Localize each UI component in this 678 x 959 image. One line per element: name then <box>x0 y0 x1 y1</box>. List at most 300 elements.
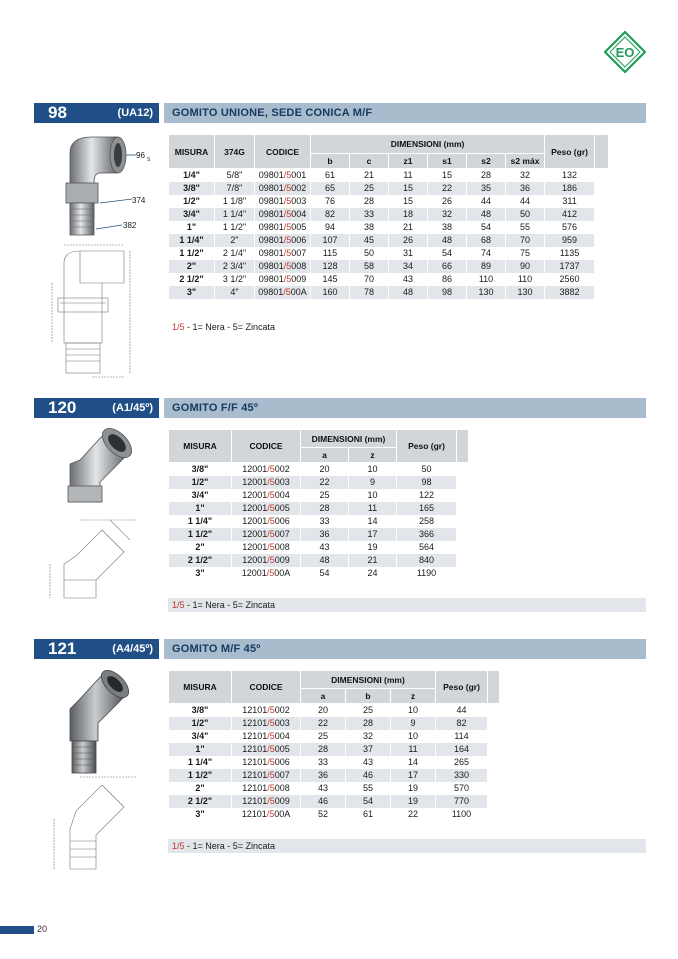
cell-weight: 265 <box>436 756 488 769</box>
cell-dim: 48 <box>428 234 467 247</box>
cell-dim: 26 <box>389 234 428 247</box>
cell-374g: 2 3/4" <box>215 260 255 273</box>
code-separator: / <box>267 516 270 526</box>
cell-code <box>255 195 311 208</box>
code-prefix: 12101 <box>242 718 268 728</box>
cell-size: 3/8" <box>169 463 232 477</box>
cell-size: 1 1/4" <box>169 756 232 769</box>
cell-dim: 54 <box>346 795 391 808</box>
col-header-misura: MISURA <box>169 430 232 463</box>
cell-dim: 89 <box>467 260 506 273</box>
cell-dim: 54 <box>301 567 349 580</box>
code-separator: / <box>267 744 270 754</box>
code-separator: / <box>267 490 270 500</box>
cell-weight: 165 <box>397 502 457 515</box>
cell-blank <box>488 769 500 782</box>
cell-dim: 46 <box>301 795 346 808</box>
footer-bar <box>0 926 34 934</box>
cell-code <box>232 515 301 528</box>
cell-374g: 7/8" <box>215 182 255 195</box>
cell-code <box>232 554 301 567</box>
code-prefix: 12101 <box>242 731 268 741</box>
table-row <box>169 808 500 821</box>
cell-dim: 110 <box>506 273 545 286</box>
product-number-box <box>34 103 159 123</box>
cell-dim: 52 <box>301 808 346 821</box>
code-separator: / <box>267 477 270 487</box>
cell-dim: 22 <box>391 808 436 821</box>
code-suffix: 5008 <box>286 261 307 271</box>
col-header-codice: CODICE <box>255 135 311 169</box>
code-prefix: 09801 <box>258 196 284 206</box>
cell-weight: 3882 <box>545 286 595 299</box>
cell-dim: 45 <box>350 234 389 247</box>
code-suffix: 5005 <box>269 503 290 513</box>
cell-weight: 576 <box>545 221 595 234</box>
cell-dim: 26 <box>428 195 467 208</box>
code-separator: / <box>267 757 270 767</box>
cell-code <box>232 541 301 554</box>
cell-size: 2" <box>169 541 232 554</box>
cell-dim: 54 <box>467 221 506 234</box>
cell-weight: 330 <box>436 769 488 782</box>
elbow-45-ff-figure <box>40 424 160 604</box>
table-row <box>169 476 469 489</box>
cell-size: 1/2" <box>169 717 232 730</box>
code-separator: / <box>267 718 270 728</box>
code-suffix: 5004 <box>269 731 290 741</box>
cell-blank <box>457 528 469 541</box>
cell-code <box>232 730 301 743</box>
code-suffix: 5007 <box>269 529 290 539</box>
cell-dim: 75 <box>506 247 545 260</box>
cell-blank <box>488 743 500 756</box>
code-separator: / <box>267 529 270 539</box>
cell-code <box>255 221 311 234</box>
code-suffix: 5002 <box>269 464 290 474</box>
table-row <box>169 704 500 718</box>
product-title-bar <box>164 398 646 418</box>
cell-dim: 17 <box>391 769 436 782</box>
col-header-misura: MISURA <box>169 671 232 704</box>
table-row <box>169 554 469 567</box>
cell-size: 3" <box>169 286 215 299</box>
cell-code <box>255 169 311 183</box>
col-header-blank <box>488 671 500 704</box>
cell-weight: 82 <box>436 717 488 730</box>
cell-size: 2" <box>169 260 215 273</box>
cell-code <box>255 273 311 286</box>
code-separator: / <box>283 235 287 245</box>
cell-size: 1 1/4" <box>169 234 215 247</box>
cell-dim: 34 <box>389 260 428 273</box>
cell-dim: 70 <box>350 273 389 286</box>
cell-dim: 50 <box>350 247 389 260</box>
code-suffix: 500A <box>269 809 291 819</box>
code-suffix: 5007 <box>286 248 307 258</box>
cell-size: 1/2" <box>169 476 232 489</box>
note-text: - 1= Nera - 5= Zincata <box>184 841 276 851</box>
cell-dim: 46 <box>346 769 391 782</box>
cell-dim: 20 <box>301 704 346 718</box>
cell-dim: 14 <box>349 515 397 528</box>
section-header <box>34 103 646 123</box>
cell-dim: 61 <box>346 808 391 821</box>
cell-code <box>232 795 301 808</box>
cell-size: 1" <box>169 502 232 515</box>
product-title: GOMITO F/F 45º <box>172 402 259 414</box>
code-suffix: 5005 <box>286 222 307 232</box>
code-prefix: 09801 <box>258 287 284 297</box>
code-suffix: 5007 <box>269 770 290 780</box>
cell-weight: 164 <box>436 743 488 756</box>
cell-dim: 82 <box>311 208 350 221</box>
table-row <box>169 234 609 247</box>
spec-table-98 <box>168 134 609 299</box>
cell-dim: 28 <box>346 717 391 730</box>
cell-dim: 33 <box>301 515 349 528</box>
cell-blank <box>595 208 609 221</box>
cell-dim: 15 <box>389 195 428 208</box>
cell-dim: 94 <box>311 221 350 234</box>
cell-dim: 31 <box>389 247 428 260</box>
col-header-blank <box>457 430 469 463</box>
product-code: (A1/45º) <box>112 402 153 414</box>
cell-dim: 21 <box>349 554 397 567</box>
cell-code <box>232 782 301 795</box>
code-suffix: 5006 <box>269 516 290 526</box>
cell-dim: 36 <box>506 182 545 195</box>
cell-blank <box>457 476 469 489</box>
cell-size: 2 1/2" <box>169 795 232 808</box>
cell-blank <box>488 795 500 808</box>
table-row <box>169 528 469 541</box>
code-suffix: 5005 <box>269 744 290 754</box>
cell-blank <box>595 221 609 234</box>
logo-text: EO <box>615 45 635 60</box>
cell-blank <box>488 756 500 769</box>
code-separator: / <box>266 568 270 578</box>
table-row <box>169 260 609 273</box>
cell-code <box>232 476 301 489</box>
table-row <box>169 273 609 286</box>
code-prefix: 12001 <box>241 568 267 578</box>
cell-blank <box>457 502 469 515</box>
cell-weight: 570 <box>436 782 488 795</box>
cell-code <box>232 502 301 515</box>
note-code: 1/5 <box>172 600 185 610</box>
code-suffix: 5008 <box>269 783 290 793</box>
product-title: GOMITO UNIONE, SEDE CONICA M/F <box>172 107 373 119</box>
code-separator: / <box>267 783 270 793</box>
cell-blank <box>457 515 469 528</box>
cell-dim: 48 <box>301 554 349 567</box>
code-suffix: 5002 <box>269 705 290 715</box>
cell-dim: 11 <box>349 502 397 515</box>
cell-dim: 9 <box>391 717 436 730</box>
cell-dim: 32 <box>346 730 391 743</box>
cell-weight: 1135 <box>545 247 595 260</box>
cell-size: 1 1/4" <box>169 515 232 528</box>
code-prefix: 09801 <box>258 209 284 219</box>
table-row <box>169 247 609 260</box>
elbow-45-ff-photo <box>68 424 137 502</box>
code-separator: / <box>267 542 270 552</box>
col-header-s1: s1 <box>428 154 467 169</box>
table-row <box>169 502 469 515</box>
cell-dim: 86 <box>428 273 467 286</box>
cell-code <box>255 234 311 247</box>
spec-table-120 <box>168 429 469 580</box>
cell-weight: 1100 <box>436 808 488 821</box>
cell-dim: 76 <box>311 195 350 208</box>
cell-dim: 160 <box>311 286 350 299</box>
code-prefix: 09801 <box>258 183 284 193</box>
cell-374g: 5/8" <box>215 169 255 183</box>
cell-blank <box>488 704 500 718</box>
cell-dim: 22 <box>428 182 467 195</box>
code-suffix: 5009 <box>269 555 290 565</box>
cell-dim: 90 <box>506 260 545 273</box>
cell-dim: 28 <box>301 743 346 756</box>
cell-374g: 3 1/2" <box>215 273 255 286</box>
cell-size: 1" <box>169 221 215 234</box>
table-row <box>169 182 609 195</box>
code-separator: / <box>283 183 287 193</box>
table-row <box>169 463 469 477</box>
code-prefix: 12001 <box>242 516 268 526</box>
cell-374g: 4" <box>215 286 255 299</box>
code-separator: / <box>267 731 270 741</box>
cell-blank <box>595 260 609 273</box>
code-separator: / <box>283 222 287 232</box>
product-code: (UA12) <box>117 107 153 119</box>
code-prefix: 12101 <box>242 744 268 754</box>
cell-dim: 128 <box>311 260 350 273</box>
elbow-45-mf-photo <box>70 669 133 773</box>
cell-374g: 1 1/2" <box>215 221 255 234</box>
cell-dim: 43 <box>389 273 428 286</box>
cell-dim: 28 <box>301 502 349 515</box>
cell-size: 3/8" <box>169 704 232 718</box>
product-title-bar <box>164 639 646 659</box>
cell-weight: 186 <box>545 182 595 195</box>
callout-96: 96 <box>136 151 145 160</box>
cell-blank <box>595 286 609 299</box>
union-elbow-figure <box>40 133 160 393</box>
cell-dim: 28 <box>467 169 506 183</box>
cell-code <box>232 528 301 541</box>
cell-blank <box>595 234 609 247</box>
cell-weight: 44 <box>436 704 488 718</box>
cell-blank <box>457 489 469 502</box>
cell-weight: 132 <box>545 169 595 183</box>
cell-size: 1 1/2" <box>169 247 215 260</box>
cell-blank <box>457 541 469 554</box>
cell-dim: 33 <box>350 208 389 221</box>
code-suffix: 5006 <box>286 235 307 245</box>
code-suffix: 5003 <box>286 196 307 206</box>
elbow-45-mf-drawing <box>54 777 136 869</box>
callout-382: 382 <box>123 221 137 230</box>
cell-code <box>255 247 311 260</box>
cell-dim: 55 <box>346 782 391 795</box>
cell-dim: 58 <box>350 260 389 273</box>
cell-dim: 22 <box>301 717 346 730</box>
col-header-dimensioni: DIMENSIONI (mm) <box>301 671 436 689</box>
code-separator: / <box>283 248 287 258</box>
cell-dim: 22 <box>301 476 349 489</box>
cell-dim: 115 <box>311 247 350 260</box>
col-header-s2: s2 <box>467 154 506 169</box>
note-code: 1/5 <box>172 841 185 851</box>
cell-size: 3/4" <box>169 208 215 221</box>
cell-dim: 20 <box>301 463 349 477</box>
section-header <box>34 639 646 659</box>
cell-weight: 122 <box>397 489 457 502</box>
table-row <box>169 730 500 743</box>
code-prefix: 09801 <box>258 235 284 245</box>
code-separator: / <box>267 464 270 474</box>
code-prefix: 12001 <box>242 555 268 565</box>
code-separator: / <box>283 170 287 180</box>
cell-dim: 28 <box>350 195 389 208</box>
cell-dim: 33 <box>301 756 346 769</box>
cell-blank <box>488 717 500 730</box>
col-header-a: a <box>301 689 346 704</box>
cell-blank <box>595 273 609 286</box>
cell-weight: 770 <box>436 795 488 808</box>
cell-dim: 78 <box>350 286 389 299</box>
code-prefix: 09801 <box>258 261 284 271</box>
code-suffix: 5009 <box>269 796 290 806</box>
cell-dim: 19 <box>391 795 436 808</box>
cell-size: 3/8" <box>169 182 215 195</box>
col-header-a: a <box>301 448 349 463</box>
cell-size: 1 1/2" <box>169 769 232 782</box>
cell-dim: 74 <box>467 247 506 260</box>
eo-logo <box>604 31 646 73</box>
cell-weight: 98 <box>397 476 457 489</box>
code-prefix: 12001 <box>242 529 268 539</box>
code-separator: / <box>266 809 270 819</box>
col-header-dimensioni: DIMENSIONI (mm) <box>301 430 397 448</box>
table-row <box>169 208 609 221</box>
cell-size: 3" <box>169 808 232 821</box>
elbow-45-mf-figure <box>40 669 160 879</box>
cell-blank <box>488 782 500 795</box>
cell-code <box>232 743 301 756</box>
col-header-b: b <box>311 154 350 169</box>
cell-weight: 959 <box>545 234 595 247</box>
cell-dim: 44 <box>467 195 506 208</box>
cell-weight: 412 <box>545 208 595 221</box>
code-prefix: 09801 <box>258 274 284 284</box>
product-title: GOMITO M/F 45º <box>172 643 261 655</box>
finish-note-98 <box>168 320 288 334</box>
cell-374g: 1 1/4" <box>215 208 255 221</box>
cell-dim: 21 <box>350 169 389 183</box>
cell-size: 1/2" <box>169 195 215 208</box>
col-header-dimensioni: DIMENSIONI (mm) <box>311 135 545 154</box>
code-prefix: 12101 <box>242 796 268 806</box>
table-row <box>169 515 469 528</box>
cell-weight: 1737 <box>545 260 595 273</box>
cell-dim: 44 <box>506 195 545 208</box>
code-separator: / <box>283 196 287 206</box>
cell-374g: 2" <box>215 234 255 247</box>
cell-size: 3/4" <box>169 489 232 502</box>
cell-dim: 38 <box>350 221 389 234</box>
cell-blank <box>488 730 500 743</box>
col-header-peso: Peso (gr) <box>545 135 595 169</box>
code-prefix: 12101 <box>242 783 268 793</box>
cell-dim: 19 <box>391 782 436 795</box>
callout-96-sub: S <box>147 157 151 163</box>
cell-dim: 36 <box>301 769 346 782</box>
code-suffix: 5008 <box>269 542 290 552</box>
code-separator: / <box>283 287 286 297</box>
code-suffix: 500A <box>285 287 307 297</box>
note-code: 1/5 <box>172 322 185 332</box>
cell-weight: 311 <box>545 195 595 208</box>
cell-374g: 1 1/8" <box>215 195 255 208</box>
cell-dim: 17 <box>349 528 397 541</box>
code-prefix: 12001 <box>242 490 268 500</box>
cell-blank <box>457 567 469 580</box>
code-prefix: 09801 <box>258 170 284 180</box>
cell-blank <box>595 182 609 195</box>
cell-code <box>255 260 311 273</box>
cell-dim: 18 <box>389 208 428 221</box>
code-suffix: 5002 <box>286 183 307 193</box>
col-header-misura: MISURA <box>169 135 215 169</box>
cell-dim: 38 <box>428 221 467 234</box>
code-suffix: 5004 <box>286 209 307 219</box>
code-suffix: 5001 <box>286 170 307 180</box>
cell-dim: 15 <box>389 182 428 195</box>
cell-dim: 107 <box>311 234 350 247</box>
col-header-z: z <box>391 689 436 704</box>
cell-size: 3/4" <box>169 730 232 743</box>
product-number-box <box>34 639 159 659</box>
cell-dim: 10 <box>349 463 397 477</box>
cell-weight: 2560 <box>545 273 595 286</box>
product-code: (A4/45º) <box>112 643 153 655</box>
cell-blank <box>595 169 609 183</box>
cell-size: 1 1/2" <box>169 528 232 541</box>
cell-weight: 1190 <box>397 567 457 580</box>
cell-dim: 50 <box>506 208 545 221</box>
col-header-peso: Peso (gr) <box>436 671 488 704</box>
cell-dim: 68 <box>467 234 506 247</box>
cell-dim: 10 <box>391 704 436 718</box>
cell-dim: 43 <box>301 541 349 554</box>
code-suffix: 5006 <box>269 757 290 767</box>
cell-dim: 110 <box>467 273 506 286</box>
cell-dim: 24 <box>349 567 397 580</box>
cell-code <box>255 208 311 221</box>
table-row <box>169 221 609 234</box>
table-row <box>169 567 469 580</box>
cell-size: 3" <box>169 567 232 580</box>
cell-size: 2 1/2" <box>169 554 232 567</box>
cell-weight: 114 <box>436 730 488 743</box>
note-text: - 1= Nera - 5= Zincata <box>184 600 276 610</box>
cell-dim: 19 <box>349 541 397 554</box>
finish-note-120 <box>168 598 646 612</box>
cell-dim: 66 <box>428 260 467 273</box>
